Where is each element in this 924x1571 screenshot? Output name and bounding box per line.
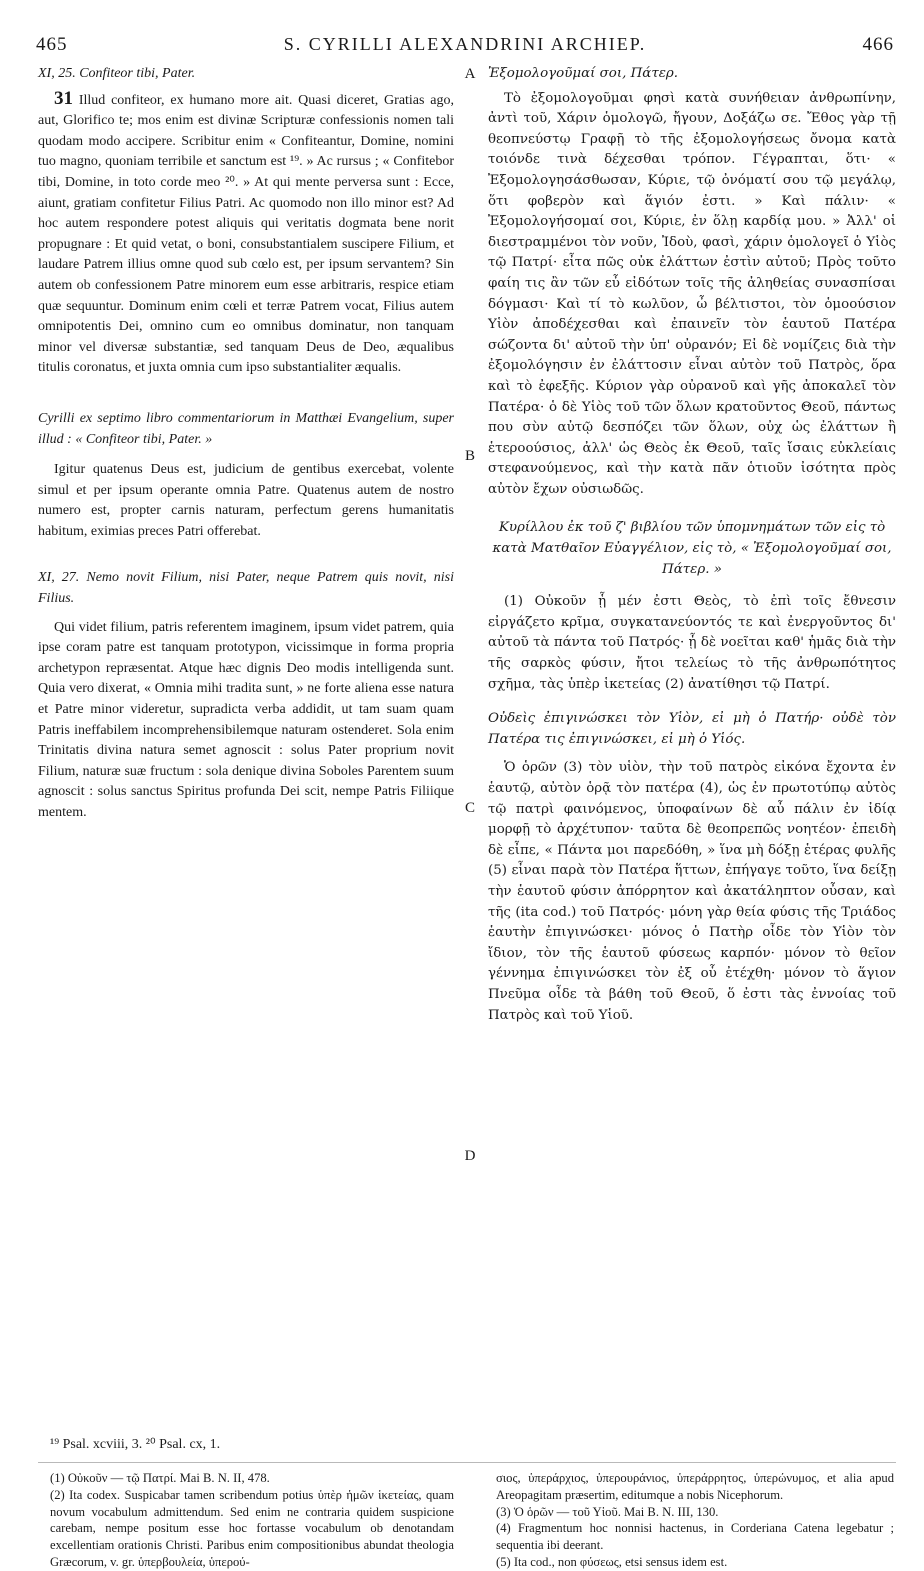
latin-section-1-text: Illud confiteor, ex humano more ait. Quasi diceret, Gratias ago, aut, Glorifico te; mos enim est divinæ Scripturæ confessionis nomen tali quodam modo accipere. Scribitur enim « Confiteantur, Domine, nomini tuo magno, quoniam terribile et sanctum est ¹⁹. » Ac rursus ; « Confitebor tibi, Domine, in toto corde meo ²⁰. » At qui mente perversa sunt : Ecce, aiunt, gratiam confitetur Filius Patri. Ac quomodo non illo minor est? Ad hoc autem respondere potest aliquis qui veritatis dogmata bene norit propugnare : Et quid vetat, o boni, consubstantialem suscipere Filium, et laudare Patrem illius omne quod sub cœlo est, per ipsum servantem? Sin autem ob confessionem Patre minorem eum esse arbitraris, respice etiam quæ sequuntur. Dominum enim cœli et terræ Patrem vocat, Filius autem omnipotentis Dei, omnino cum eo omnibus dominatur, non tanquam minor vel diversæ substantiæ, sed tanquam Deus de Deo, æqualibus titulis coronatus, et juxta omnia cum ipso substantialiter æqualis. <box>38 92 454 376</box>
footnote: (1) Οὐκοῦν — τῷ Πατρί. Mai B. N. II, 478. <box>50 1471 270 1485</box>
latin-section-3-body: Qui videt filium, patris referentem imaginem, ipsum videt patrem, quia ipse coram patre est tanquam prototypon, vicissimque in forma propria archetypon repræsentat. Atque hæc dignis Deo modis intelligenda sunt. Quia vero dixerat, « Omnia mihi tradita sunt, » ne forte aliena esse natura et Patre minor videretur, supradicta verba addidit, ut tam suam quam Patris ineffabilem incomprehensibilemque naturam ostenderet. Sola enim Trinitatis divina natura semet agnoscit : solus Pater proprium novit Filium, naturæ suæ fructum : sola denique divina Soboles Parentem suum agnoscit : solus sanctus Spiritus profunda Dei scit, nempe Patris Filiique mentem. <box>38 619 454 820</box>
greek-section-1-body: Τὸ ἐξομολογοῦμαι φησὶ κατὰ συνήθειαν ἀνθρωπίνην, ἀντὶ τοῦ, Χάριν ὁμολογῶ, ἤγουν, Δοξάζω σε. Ἔθος γὰρ τῇ θεοπνεύστῳ Γραφῇ τὸ τῆς ἐξομολογήσεως ὄνομα κατὰ τοιόνδε τινὰ δέχεσθαι τρόπον. Γέγραπται, ὅτι· « Ἐξομολογησάσθωσαν, Κύριε, τῷ ὀνόματί σου τῷ μεγάλῳ, ὅτι φοβερὸν καὶ ἅγιόν ἐστι. » Καὶ πάλιν· « Ἐξομολογήσομαί σοι, Κύριε, ἐν ὅλῃ καρδίᾳ μου. » Ἀλλ' οἱ διεστραμμένοι τὸν νοῦν, Ἰδοὺ, φασὶ, χάριν ὁμολογεῖ ὁ Υἱὸς τῷ Πατρί· εἶτα πῶς οὐκ ἐλάττων ἐστὶν αὐτοῦ; Πρὸς τοῦτο φαίη τις ἂν τῶν εὖ εἰδότων τοῖς τῆς ἀληθείας συνασπίσαι δόγμασι· Καὶ τί τὸ κωλῦον, ὦ βέλτιστοι, τὸν ὁμοούσιον Υἱὸν ἀποδέχεσθαι καὶ ἐπαινεῖν τὸν ἑαυτοῦ Πατέρα σώζοντα δι' αὐτοῦ τὴν ὑπ' οὐρανόν; Εἰ δὲ νομίζεις διὰ τὴν ἐξομολόγησιν ἐν ἐλάττοσιν εἶναι αὐτὸν τοῦ Πατρὸς, ὅρα καὶ τὸ ἐφεξῆς. Κύριον γὰρ οὐρανοῦ καὶ γῆς ἀποκαλεῖ τὸν Πατέρα· ὁ δὲ Υἱὸς τοῦ τῶν ὅλων κρατοῦντος Θεοῦ, πάντως που σὺν αὐτῷ δεσπόζει τῶν ὅλων, οὐχ ὡς ἐλάττων ἢ ἑτεροούσιος, ἀλλ' ὡς Θεὸς ἐκ Θεοῦ, ταῖς ἴσαις εὐκλείαις στεφανούμενος, καὶ τὴν κατὰ πᾶν ὁτιοῦν ἰσότητα πρὸς αὐτὸν ἔχων οὐσιωδῶς. <box>488 90 896 497</box>
footnote: (4) Fragmentum hoc nonnisi hactenus, in Corderiana Catena legebatur ; sequentia ibi deerant. <box>496 1521 894 1553</box>
latin-section-2-heading: Cyrilli ex septimo libro commentariorum in Matthæi Evangelium, super illud : « Confiteor tibi, Pater. » <box>38 410 454 447</box>
page-number-left: 465 <box>36 34 68 55</box>
footnotes-right <box>496 1470 894 1571</box>
footnote: (5) Ita cod., non φύσεως, etsi sensus idem est. <box>496 1554 728 1569</box>
footnote: (2) Ita codex. Suspicabar tamen scribendum potius ὑπὲρ ἡμῶν ἱκετείας, quam novum vocabulum admittendum. Sed enim ne contraria quidem suspicione carebam, nempe positum esse hoc fortasse vocabulum ob denotandam excellentiam orationis Christi. Paribus enim compositionibus abundat theologia Græcorum, v. gr. ὑπερβουλεία, ὑπερού- <box>50 1487 454 1569</box>
latin-column <box>38 64 454 824</box>
margin-letter-a: A <box>464 66 476 82</box>
chapter-number: 31 <box>54 87 73 109</box>
greek-section-3-body: Ὁ ὁρῶν (3) τὸν υἱὸν, τὴν τοῦ πατρὸς εἰκόνα ἔχοντα ἐν ἑαυτῷ, αὐτὸν ὁρᾷ τὸν πατέρα (4), ὡς ἐν πρωτοτύπῳ αὐτὸς τῷ πατρὶ φαινόμενος, ὑποφαίνων δὲ αὖ πάλιν ἐν ἰδίᾳ μορφῇ τὸ ἀρχέτυπον· ταῦτα δὲ θεοπρεπῶς νοητέον· ἐπειδὴ δὲ εἶπε, « Πάντα μοι παρεδόθη, » ἵνα μὴ δόξῃ ἑτέρας φυλῆς (5) εἶναι παρὰ τὸν Πατέρα ἥττων, ἐπήγαγε τοῦτο, ἵνα δείξῃ τὴν ἑαυτοῦ φύσιν ἀπόρρητον καὶ ἀκατάληπτον οὖσαν, καὶ τῆς (ita cod.) τοῦ Πατρός· μόνη γὰρ θεία φύσις τῆς Τριάδος ἑαυτὴν ἐπιγινώσκει· μόνος ὁ Πατὴρ οἶδε τὸν Υἱὸν τὸν ἴδιον, τὸν τῆς ἑαυτοῦ φύσεως καρπόν· μόνον τὸ θεῖον γέννημα ἐπιγινώσκει τὸν ἐξ οὗ ἐτέχθη· μόνον τὸ ἅγιον Πνεῦμα οἶδε τὰ βάθη τοῦ Θεοῦ, ὅ ἐστι τὰς ἐννοίας τοῦ Πατρὸς καὶ τοῦ Υἱοῦ. <box>488 760 896 1023</box>
footnotes-left <box>50 1470 454 1571</box>
latin-section-2-body: Igitur quatenus Deus est, judicium de gentibus exercebat, volente simul et per ipsum operante omnia Patre. Quatenus autem de nostro numero est, propter carnis naturam, perfectum gerens humanitatis habitum, eximias preces Patri offerebat. <box>38 462 454 539</box>
footnote-divider <box>38 1462 896 1463</box>
greek-section-1-heading: Ἐξομολογοῦμαί σοι, Πάτερ. <box>488 66 679 81</box>
greek-column <box>488 64 896 1026</box>
greek-section-3-heading: Οὐδεὶς ἐπιγινώσκει τὸν Υἱὸν, εἰ μὴ ὁ Πατήρ· οὐδὲ τὸν Πατέρα τις ἐπιγινώσκει, εἰ μὴ ὁ Υἱός. <box>488 711 896 747</box>
running-header <box>36 34 894 56</box>
scripture-references: ¹⁹ Psal. xcviii, 3. ²⁰ Psal. cx, 1. <box>50 1437 221 1452</box>
greek-section-2-body: (1) Οὐκοῦν ᾗ μέν ἐστι Θεὸς, τὸ ἐπὶ τοῖς ἔθνεσιν εἰργάζετο κρῖμα, συγκατανεύοντός τε καὶ ἐνεργοῦντος δι' αὐτοῦ τὰ πάντα τοῦ Πατρός· ᾗ δὲ νοεῖται καθ' ἡμᾶς διὰ τὴν τῆς σαρκὸς φύσιν, ἤτοι τελείως τὸ τῆς ἀνθρωπότητος σχῆμα, τὰς ὑπὲρ ἱκετείας (2) ἀνατίθησι τῷ Πατρί. <box>488 594 896 692</box>
page-number-right: 466 <box>862 34 894 55</box>
latin-section-1-body <box>38 89 454 379</box>
footnote: (3) Ὁ ὁρῶν — τοῦ Υἱοῦ. Mai B. N. III, 130. <box>496 1504 719 1519</box>
footnote: σιος, ὑπεράρχιος, ὑπερουράνιος, ὑπεράρρητος, ὑπερώνυμος, et alia apud Areopagitam præsertim, editumque a nobis Nicephorum. <box>496 1471 894 1502</box>
greek-section-2-heading: Κυρίλλου ἐκ τοῦ ζ' βιβλίου τῶν ὑπομνημάτων τῶν εἰς τὸ κατὰ Ματθαῖον Εὐαγγέλιον, εἰς τὸ, « Ἐξομολογοῦμαί σοι, Πάτερ. » <box>492 520 892 577</box>
running-title: S. CYRILLI ALEXANDRINI ARCHIEP. <box>283 34 647 54</box>
latin-section-1-heading: XI, 25. Confiteor tibi, Pater. <box>38 66 196 81</box>
margin-letter-c: C <box>464 800 475 816</box>
margin-letter-d: D <box>464 1148 476 1164</box>
latin-section-3-heading: XI, 27. Nemo novit Filium, nisi Pater, neque Patrem quis novit, nisi Filius. <box>38 570 454 607</box>
margin-letter-b: B <box>464 448 475 464</box>
